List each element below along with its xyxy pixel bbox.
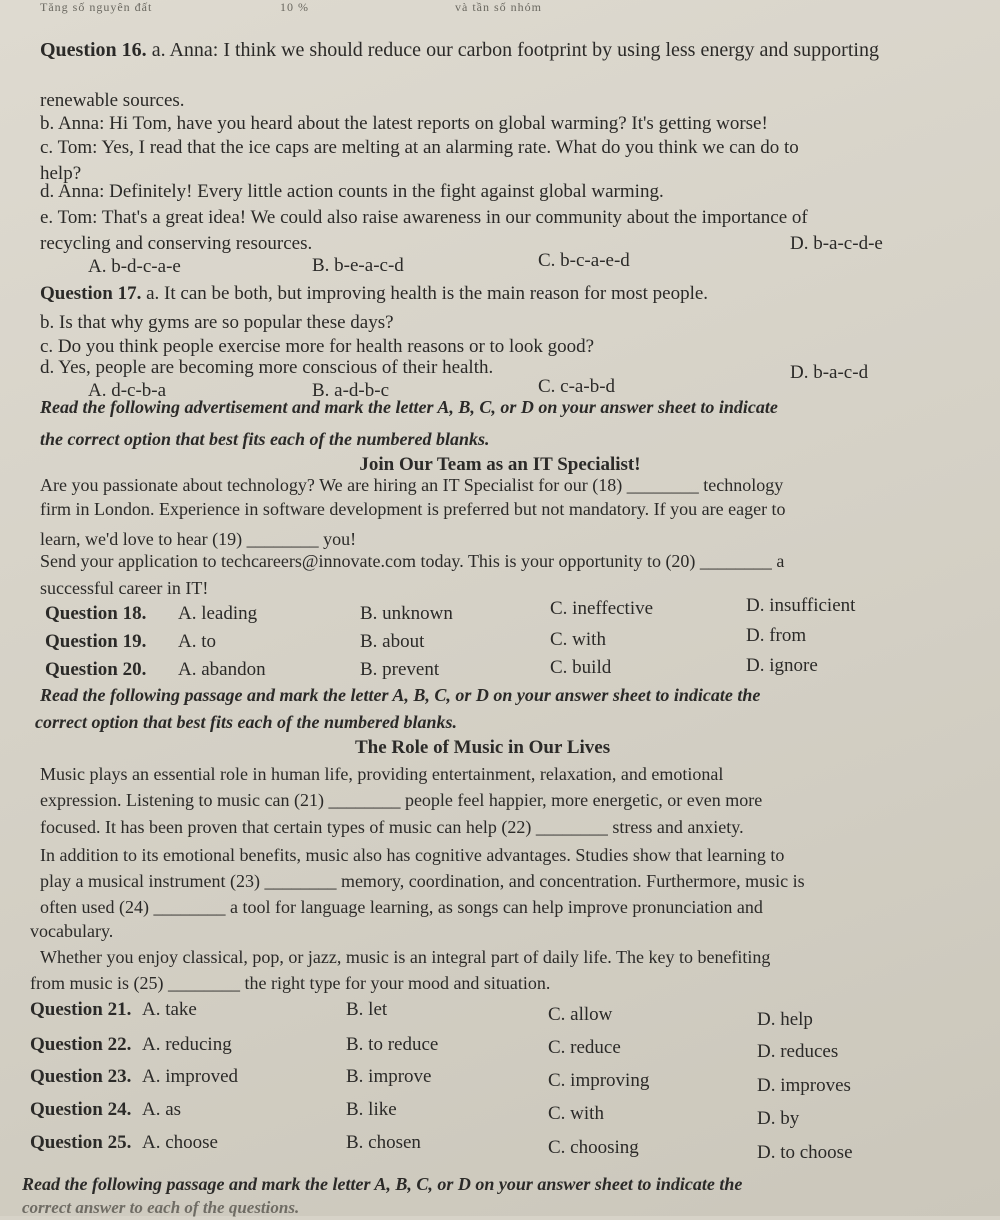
q21-option-c[interactable]: C. allow xyxy=(548,1004,613,1025)
passage-line7: vocabulary. xyxy=(30,921,114,941)
passage-line4: In addition to its emotional benefits, music also has cognitive advantages. Studies show that learning to xyxy=(40,845,785,865)
q18-option-d[interactable]: D. insufficient xyxy=(746,595,856,616)
q20-option-c[interactable]: C. build xyxy=(550,657,612,678)
q19-option-c[interactable]: C. with xyxy=(550,629,606,650)
header-left: Tăng số nguyên đất xyxy=(40,0,153,14)
header-middle: 10 % xyxy=(280,0,309,14)
q16-b: b. Anna: Hi Tom, have you heard about the latest reports on global warming? It's getting worse! xyxy=(40,113,768,134)
q18-option-c[interactable]: C. ineffective xyxy=(550,598,654,619)
instruction-advert-line1: Read the following advertisement and mark the letter A, B, C, or D on your answer sheet to indicate xyxy=(40,397,778,417)
q17-option-d[interactable]: D. b-a-c-d xyxy=(790,362,869,383)
q22-option-a[interactable]: A. reducing xyxy=(142,1034,232,1055)
top-edge-text xyxy=(0,0,1000,18)
q16-d: d. Anna: Definitely! Every little action counts in the fight against global warming. xyxy=(40,181,664,202)
q16-label: Question 16. xyxy=(40,39,147,61)
q16-option-c[interactable]: C. b-c-a-e-d xyxy=(538,250,630,271)
q20-option-d[interactable]: D. ignore xyxy=(746,655,818,676)
q17-line-a xyxy=(40,282,970,306)
q20-option-a[interactable]: A. abandon xyxy=(178,659,266,680)
q22-option-d[interactable]: D. reduces xyxy=(757,1041,839,1062)
q18-option-b[interactable]: B. unknown xyxy=(360,603,453,624)
q17-d: d. Yes, people are becoming more conscious of their health. xyxy=(40,357,494,378)
passage-line1: Music plays an essential role in human life, providing entertainment, relaxation, and emotional xyxy=(40,764,724,784)
q21-option-d[interactable]: D. help xyxy=(757,1009,813,1030)
q22-option-c[interactable]: C. reduce xyxy=(548,1037,621,1058)
q25-option-a[interactable]: A. choose xyxy=(142,1132,218,1153)
q19-option-b[interactable]: B. about xyxy=(360,631,425,652)
q17-a: a. It can be both, but improving health is the main reason for most people. xyxy=(146,283,709,304)
q21-label: Question 21. xyxy=(30,999,132,1020)
q25-option-b[interactable]: B. chosen xyxy=(346,1132,421,1153)
instruction-passage-line2: correct option that best fits each of the numbered blanks. xyxy=(35,712,458,732)
q23-option-a[interactable]: A. improved xyxy=(142,1066,239,1087)
advert-line2: firm in London. Experience in software development is preferred but not mandatory. If you are eager to xyxy=(40,499,786,519)
q17-c: c. Do you think people exercise more for health reasons or to look good? xyxy=(40,336,595,357)
q16-option-a[interactable]: A. b-d-c-a-e xyxy=(88,256,181,277)
advert-line4: Send your application to techcareers@innovate.com today. This is your opportunity to (20) ________ a xyxy=(40,551,785,571)
q16-a: a. Anna: I think we should reduce our carbon footprint by using less energy and supporting xyxy=(151,39,879,61)
q24-option-c[interactable]: C. with xyxy=(548,1103,604,1124)
q16-a2: renewable sources. xyxy=(40,90,185,111)
q24-label: Question 24. xyxy=(30,1099,132,1120)
header-right: và tần số nhóm xyxy=(455,0,542,14)
passage-line8: Whether you enjoy classical, pop, or jazz, music is an integral part of daily life. The key to benefiting xyxy=(40,947,771,967)
q18-option-a[interactable]: A. leading xyxy=(178,603,258,624)
q16-e2: recycling and conserving resources. xyxy=(40,233,313,254)
q23-label: Question 23. xyxy=(30,1066,132,1087)
passage-line5: play a musical instrument (23) ________ memory, coordination, and concentration. Furthermore, music is xyxy=(40,871,805,891)
passage-title xyxy=(355,736,970,760)
instruction-advert-line2: the correct option that best fits each of the numbered blanks. xyxy=(40,429,490,449)
q25-option-d[interactable]: D. to choose xyxy=(757,1142,853,1163)
passage-title-text: The Role of Music in Our Lives xyxy=(355,737,611,758)
q20-option-b[interactable]: B. prevent xyxy=(360,659,440,680)
instruction-reading-line1: Read the following passage and mark the letter A, B, C, or D on your answer sheet to indicate the xyxy=(22,1174,743,1194)
q21-option-a[interactable]: A. take xyxy=(142,999,197,1020)
q23-option-c[interactable]: C. improving xyxy=(548,1070,650,1091)
q17-option-c[interactable]: C. c-a-b-d xyxy=(538,376,616,397)
passage-line9: from music is (25) ________ the right type for your mood and situation. xyxy=(30,973,551,993)
q24-option-b[interactable]: B. like xyxy=(346,1099,397,1120)
q25-option-c[interactable]: C. choosing xyxy=(548,1137,639,1158)
instruction-reading-line2: correct answer to each of the questions. xyxy=(22,1198,300,1217)
q24-option-a[interactable]: A. as xyxy=(142,1099,182,1120)
q22-label: Question 22. xyxy=(30,1034,132,1055)
q16-e: e. Tom: That's a great idea! We could also raise awareness in our community about the importance of xyxy=(40,207,808,228)
q17-label: Question 17. xyxy=(40,283,142,304)
q18-label: Question 18. xyxy=(45,603,147,624)
passage-line3: focused. It has been proven that certain types of music can help (22) ________ stress and anxiety. xyxy=(40,817,744,837)
q19-option-d[interactable]: D. from xyxy=(746,625,807,646)
q17-b: b. Is that why gyms are so popular these days? xyxy=(40,312,394,333)
q16-option-b[interactable]: B. b-e-a-c-d xyxy=(312,255,404,276)
q24-option-d[interactable]: D. by xyxy=(757,1108,800,1129)
q17-option-a[interactable]: A. d-c-b-a xyxy=(88,380,167,401)
advert-line5: successful career in IT! xyxy=(40,578,209,598)
q20-label: Question 20. xyxy=(45,659,147,680)
advert-line1: Are you passionate about technology? We are hiring an IT Specialist for our (18) ________ technology xyxy=(40,475,784,495)
q16-line-a xyxy=(40,38,970,62)
instruction-passage-line1: Read the following passage and mark the letter A, B, C, or D on your answer sheet to indicate the xyxy=(40,685,761,705)
passage-line2: expression. Listening to music can (21) ________ people feel happier, more energetic, or even more xyxy=(40,790,763,810)
q17-option-b[interactable]: B. a-d-b-c xyxy=(312,380,390,401)
q23-option-d[interactable]: D. improves xyxy=(757,1075,851,1096)
q23-option-b[interactable]: B. improve xyxy=(346,1066,432,1087)
q16-c2: help? xyxy=(40,163,82,184)
q22-option-b[interactable]: B. to reduce xyxy=(346,1034,439,1055)
q16-c: c. Tom: Yes, I read that the ice caps are melting at an alarming rate. What do you think we can do to xyxy=(40,137,799,158)
advert-line3: learn, we'd love to hear (19) ________ you! xyxy=(40,529,357,549)
q16-option-d[interactable]: D. b-a-c-d-e xyxy=(790,233,883,254)
q25-label: Question 25. xyxy=(30,1132,132,1153)
passage-line6: often used (24) ________ a tool for language learning, as songs can help improve pronunciation and xyxy=(40,897,763,917)
advert-title: Join Our Team as an IT Specialist! xyxy=(359,454,641,475)
q21-option-b[interactable]: B. let xyxy=(346,999,388,1020)
q19-option-a[interactable]: A. to xyxy=(178,631,216,652)
q19-label: Question 19. xyxy=(45,631,147,652)
